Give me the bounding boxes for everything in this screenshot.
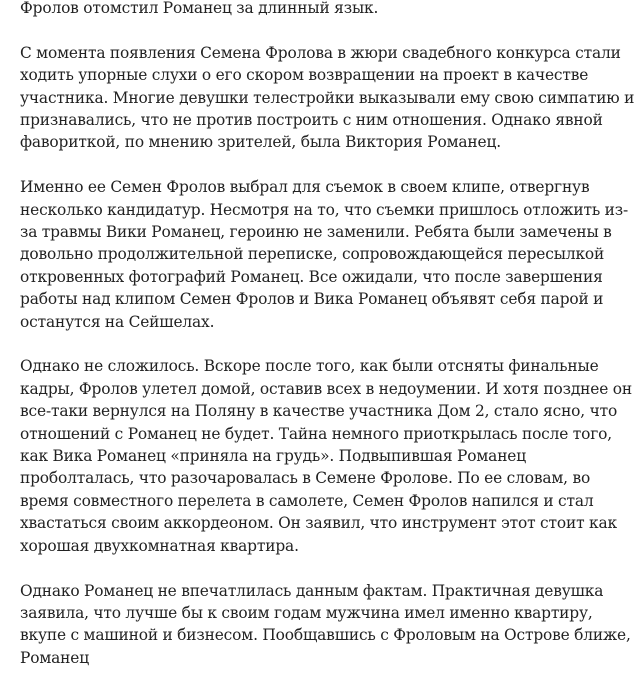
article-paragraph: Однако не сложилось. Вскоре после того, как были отсняты финальные кадры, Фролов улетел домой, оставив всех в недоумении. И хотя позднее он все-таки вернулся на Поляну в качестве участника Дом 2, стало ясно, что отношений с Романец не будет. Тайна немного приоткрылась после того, как Вика Романец «приняла на грудь». Подвыпившая Романец проболталась, что разочаровалась в Семене Фролове. По ее словам, во время совместного перелета в самолете, Семен Фролов напился и стал хвастаться своим аккордеоном. Он заявил, что инструмент этот стоит как хорошая двухкомнатная квартира. — [20, 357, 632, 555]
article-body — [20, 0, 635, 692]
article-headline-paragraph: Фролов отомстил Романец за длинный язык. — [20, 0, 379, 17]
article-paragraph: С момента появления Семена Фролова в жюри свадебного конкурса стали ходить упорные слухи о его скором возвращении на проект в качестве участника. Многие девушки телестройки выказывали ему свою симпатию и признавались, что не против построить с ним отношения. Однако явной фавориткой, по мнению зрителей, была Виктория Романец. — [20, 43, 635, 152]
article-paragraph: Однако Романец не впечатлилась данным фактам. Практичная девушка заявила, что лучше бы к своим годам мужчина имел именно квартиру, вкупе с машиной и бизнесом. Пообщавшись с Фроловым на Острове ближе, Романец — [20, 581, 631, 667]
article-paragraph: Именно ее Семен Фролов выбрал для съемок в своем клипе, отвергнув несколько кандидатур. Несмотря на то, что съемки пришлось отложить из-за травмы Вики Романец, героиню не заменили. Ребята были замечены в довольно продолжительной переписке, сопровождающейся пересылкой откровенных фотографий Романец. Все ожидали, что после завершения работы над клипом Семен Фролов и Вика Романец объявят себя парой и останутся на Сейшелах. — [20, 178, 628, 331]
